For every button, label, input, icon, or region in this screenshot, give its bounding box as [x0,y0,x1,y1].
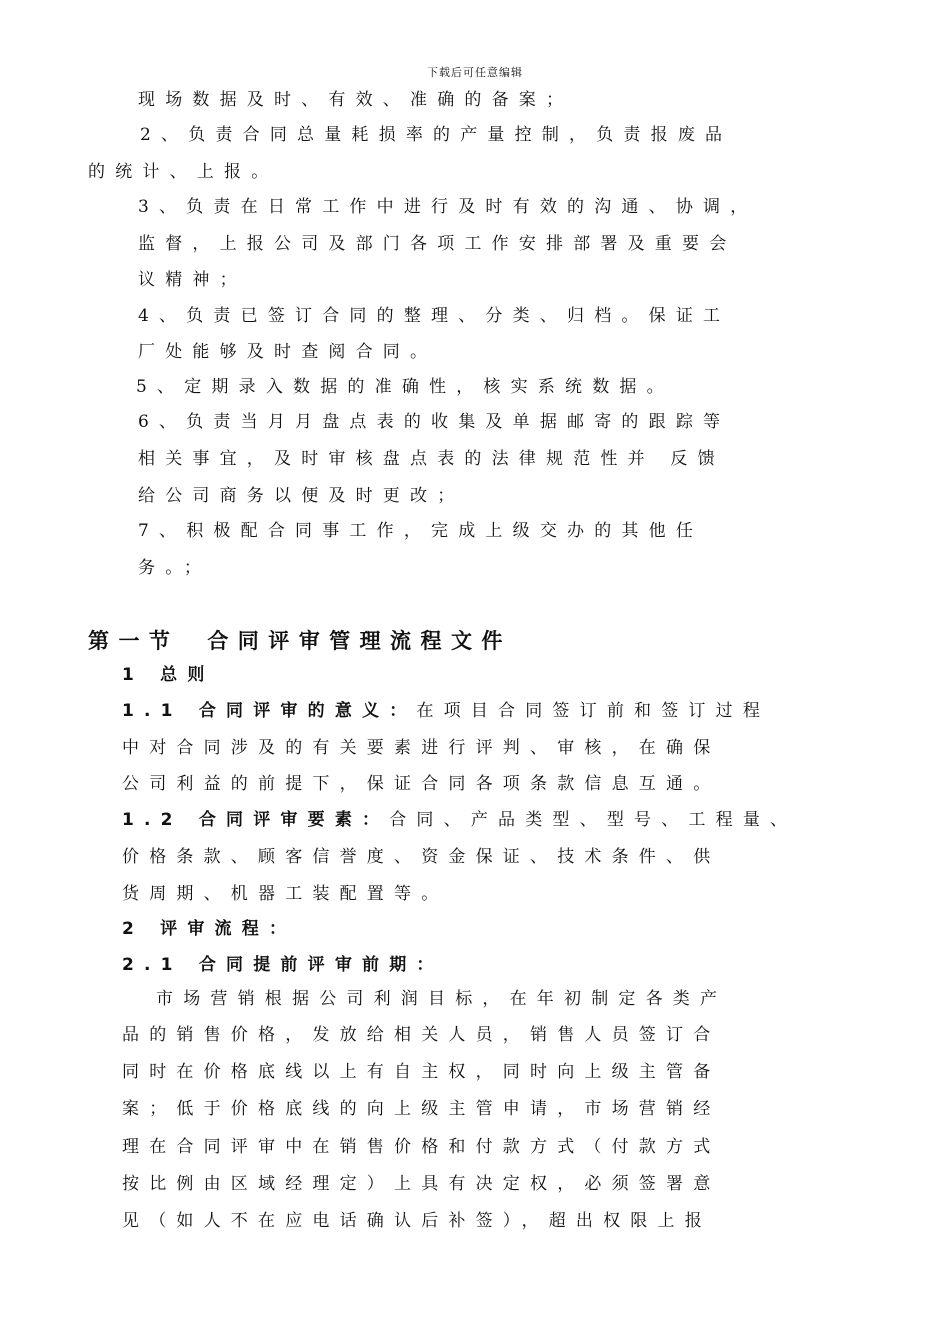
paragraph-1-1 [122,700,770,722]
paragraph-text: 合同、产品类型、型号、工程量、 [389,810,798,830]
section-heading [88,625,512,655]
duty-line: 6、负责当月月盘点表的收集及单据邮寄的跟踪等 [138,412,731,432]
paragraph-text: 在项目合同签订前和签订过程 [416,701,771,721]
duty-line: 4、负责已签订合同的整理、分类、归档。保证工 [138,306,731,326]
subheading-2-1: 2.1 合同提前评审前期： [122,955,444,975]
duty-line: 7、积极配合同事工作，完成上级交办的其他任 [138,521,704,541]
duty-line: 相关事宜，及时审核盘点表的法律规范性并 反馈 [138,449,725,469]
section-title: 合同评审管理流程文件 [207,629,512,653]
paragraph-line: 价格条款、顾客信誉度、资金保证、技术条件、供 [122,847,721,867]
duty-line: 2、负责合同总量耗损率的产量控制，负责报废品 [140,125,733,145]
page-header: 下载后可任意编辑 [427,66,523,79]
duty-line: 给公司商务以便及时更改； [138,486,465,506]
duty-line: 务。； [138,558,212,578]
paragraph-line: 理在合同评审中在销售价格和付款方式（付款方式 [122,1137,721,1157]
paragraph-label: 1.2 合同评审要素： [122,810,390,830]
paragraph-line: 品的销售价格，发放给相关人员，销售人员签订合 [122,1025,721,1045]
duty-line: 厂处能够及时查阅合同。 [138,342,438,362]
duty-line: 监督，上报公司及部门各项工作安排部署及重要会 [138,234,737,254]
paragraph-1-2 [122,809,797,831]
paragraph-line: 见（如人不在应电话确认后补签），超出权限上报 [122,1211,712,1231]
paragraph-line: 中对合同涉及的有关要素进行评判、审核，在确保 [122,738,721,758]
paragraph-line: 货周期、机器工装配置等。 [122,884,449,904]
paragraph-line: 同时在价格底线以上有自主权，同时向上级主管备 [122,1062,721,1082]
paragraph-line: 市场营销根据公司利润目标，在年初制定各类产 [156,989,728,1009]
duty-line: 3、负责在日常工作中进行及时有效的沟通、协调， [138,197,758,217]
paragraph-line: 按比例由区域经理定）上具有决定权，必须签署意 [122,1174,721,1194]
paragraph-line: 公司利益的前提下，保证合同各项条款信息互通。 [122,774,721,794]
duty-line: 议精神； [138,270,247,290]
duty-line: 现场数据及时、有效、准确的备案； [138,90,574,110]
duty-line: 的统计、上报。 [88,162,279,182]
general-heading: 1 总则 [122,665,215,685]
paragraph-label: 1.1 合同评审的意义： [122,701,417,721]
paragraph-line: 案；低于价格底线的向上级主管申请，市场营销经 [122,1099,721,1119]
flow-heading: 2 评审流程： [122,919,297,939]
section-number: 第一节 [88,629,180,653]
duty-line: 5、定期录入数据的准确性，核实系统数据。 [136,377,674,397]
